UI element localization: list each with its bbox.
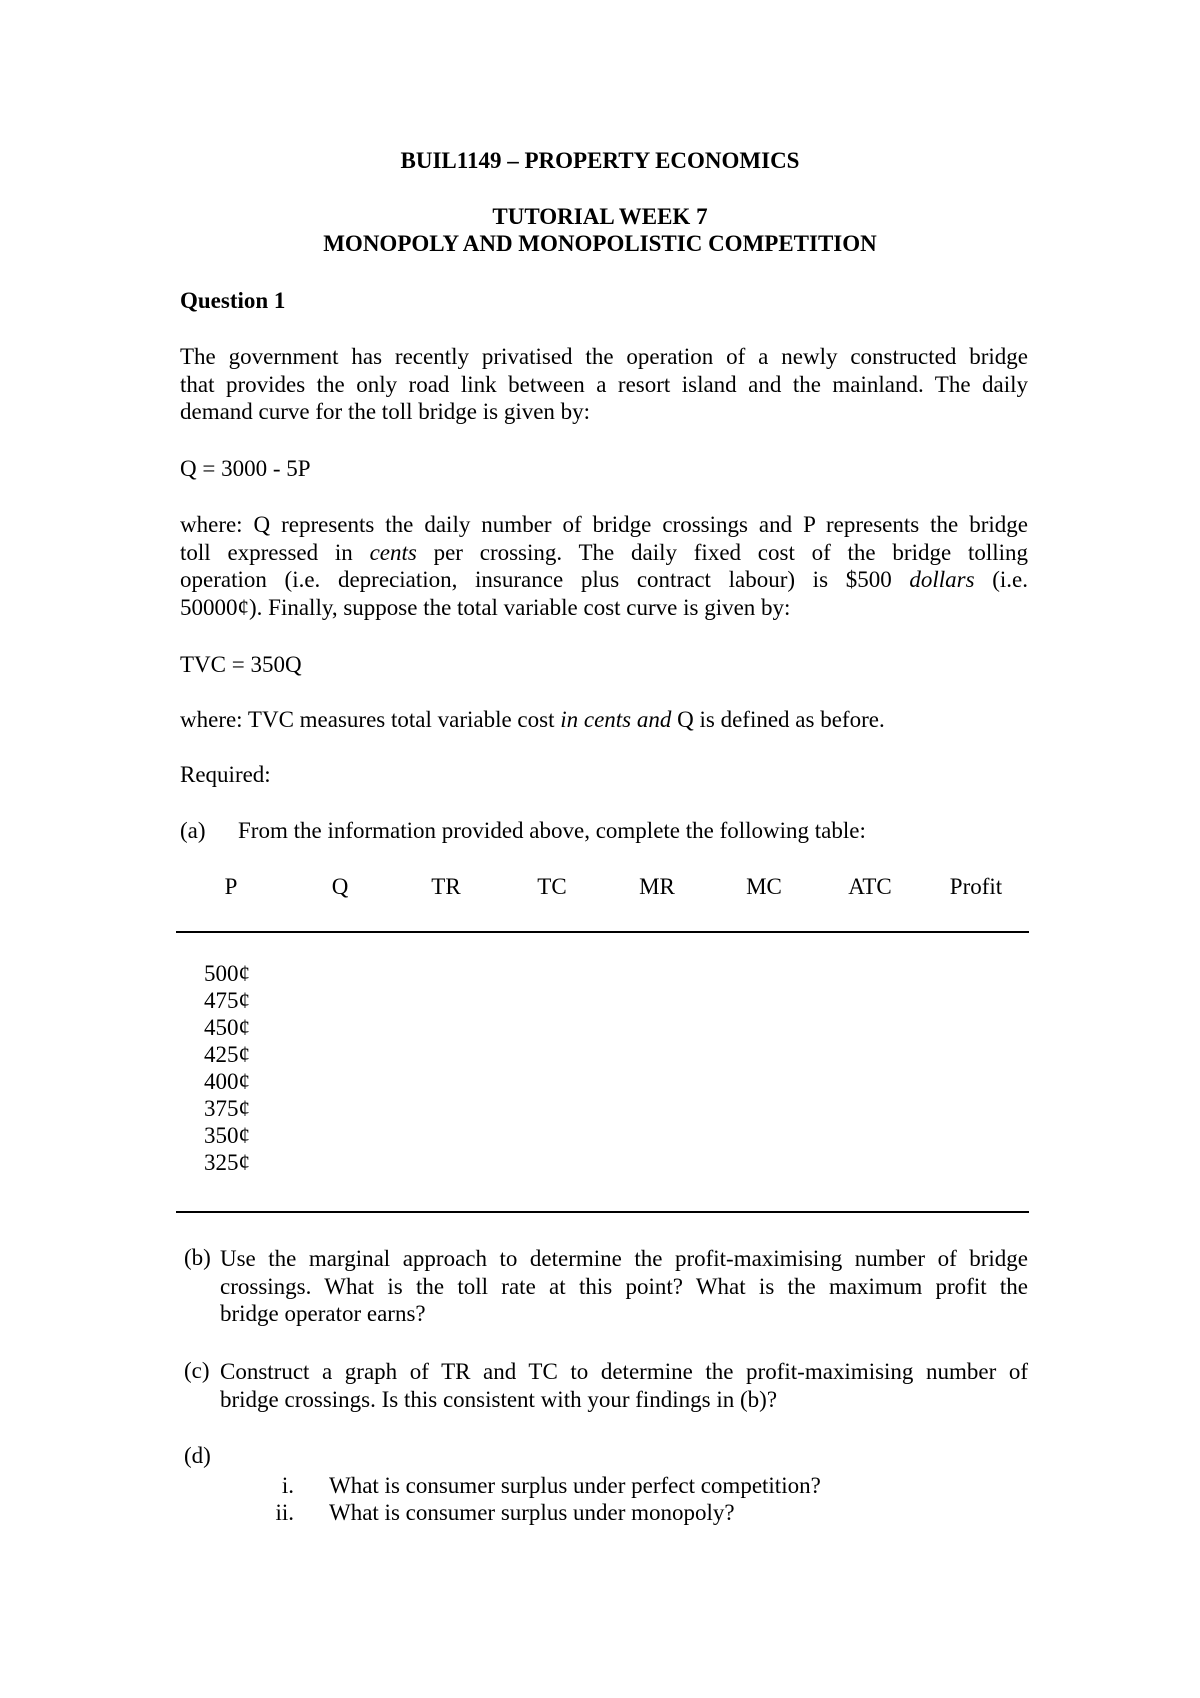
question-heading: Question 1 xyxy=(180,288,286,313)
table-header-atc: ATC xyxy=(848,874,892,899)
table-header-tc: TC xyxy=(537,874,567,899)
table-header-tr: TR xyxy=(431,874,461,899)
table-header-q: Q xyxy=(331,874,349,899)
part-d-item-text: What is consumer surplus under perfect competition? xyxy=(329,1473,821,1498)
table-row-price: 400¢ xyxy=(204,1069,250,1094)
table-row-price: 450¢ xyxy=(204,1015,250,1040)
part-c-text: Construct a graph of TR and TC to determine the profit-maximising number of bridge crossings. Is this consistent with your findings in (b)? xyxy=(220,1359,1028,1412)
topic-title: MONOPOLY AND MONOPOLISTIC COMPETITION xyxy=(323,231,877,256)
tvc-definition: where: TVC measures total variable cost in cents and Q is defined as before. xyxy=(180,707,885,732)
tvc-equation: TVC = 350Q xyxy=(180,652,302,677)
definitions-line: 50000¢). Finally, suppose the total variable cost curve is given by: xyxy=(180,594,791,620)
table-row-price: 325¢ xyxy=(204,1150,250,1175)
definitions-line: toll expressed in cents per crossing. The daily fixed cost of the bridge tolling xyxy=(180,539,1028,565)
part-b-text: Use the marginal approach to determine the profit-maximising number of bridge crossings. What is the toll rate at this point? What is the maximum profit the bridge operator earns? xyxy=(220,1246,1028,1326)
required-label: Required: xyxy=(180,762,271,787)
table-header-mr: MR xyxy=(639,874,675,899)
table-row-price: 350¢ xyxy=(204,1123,250,1148)
table-row-price: 500¢ xyxy=(204,961,250,986)
table-row-price: 475¢ xyxy=(204,988,250,1013)
course-title: BUIL1149 – PROPERTY ECONOMICS xyxy=(400,148,800,173)
definitions-line: operation (i.e. depreciation, insurance plus contract labour) is $500 dollars (i.e. xyxy=(180,567,1028,592)
week-title: TUTORIAL WEEK 7 xyxy=(492,204,708,229)
intro-line: that provides the only road link between a resort island and the mainland. The daily xyxy=(180,371,1028,397)
part-c-label: (c) xyxy=(184,1358,210,1383)
intro-paragraph xyxy=(180,343,1028,426)
definitions-line: where: Q represents the daily number of bridge crossings and P represents the bridge xyxy=(180,512,1028,537)
intro-line: demand curve for the toll bridge is given by: xyxy=(180,399,591,424)
part-a-text: From the information provided above, complete the following table: xyxy=(238,818,866,843)
table-row-price: 375¢ xyxy=(204,1096,250,1121)
part-d-item-text: What is consumer surplus under monopoly? xyxy=(329,1500,735,1525)
table-header-mc: MC xyxy=(746,874,782,899)
table-top-rule xyxy=(176,931,1029,933)
table-bottom-rule xyxy=(176,1211,1029,1213)
table-header-profit: Profit xyxy=(949,874,1003,899)
intro-line: The government has recently privatised the operation of a newly constructed bridge xyxy=(180,344,1028,369)
demand-equation: Q = 3000 - 5P xyxy=(180,456,311,481)
table-row-price: 425¢ xyxy=(204,1042,250,1067)
part-d-item-number: i. xyxy=(281,1473,294,1498)
definitions-paragraph xyxy=(180,511,1028,621)
part-b-label: (b) xyxy=(184,1245,211,1270)
part-d-label: (d) xyxy=(184,1443,211,1468)
part-d-item-number: ii. xyxy=(275,1500,294,1525)
table-header-p: P xyxy=(224,874,238,899)
part-a-label: (a) xyxy=(180,818,206,843)
